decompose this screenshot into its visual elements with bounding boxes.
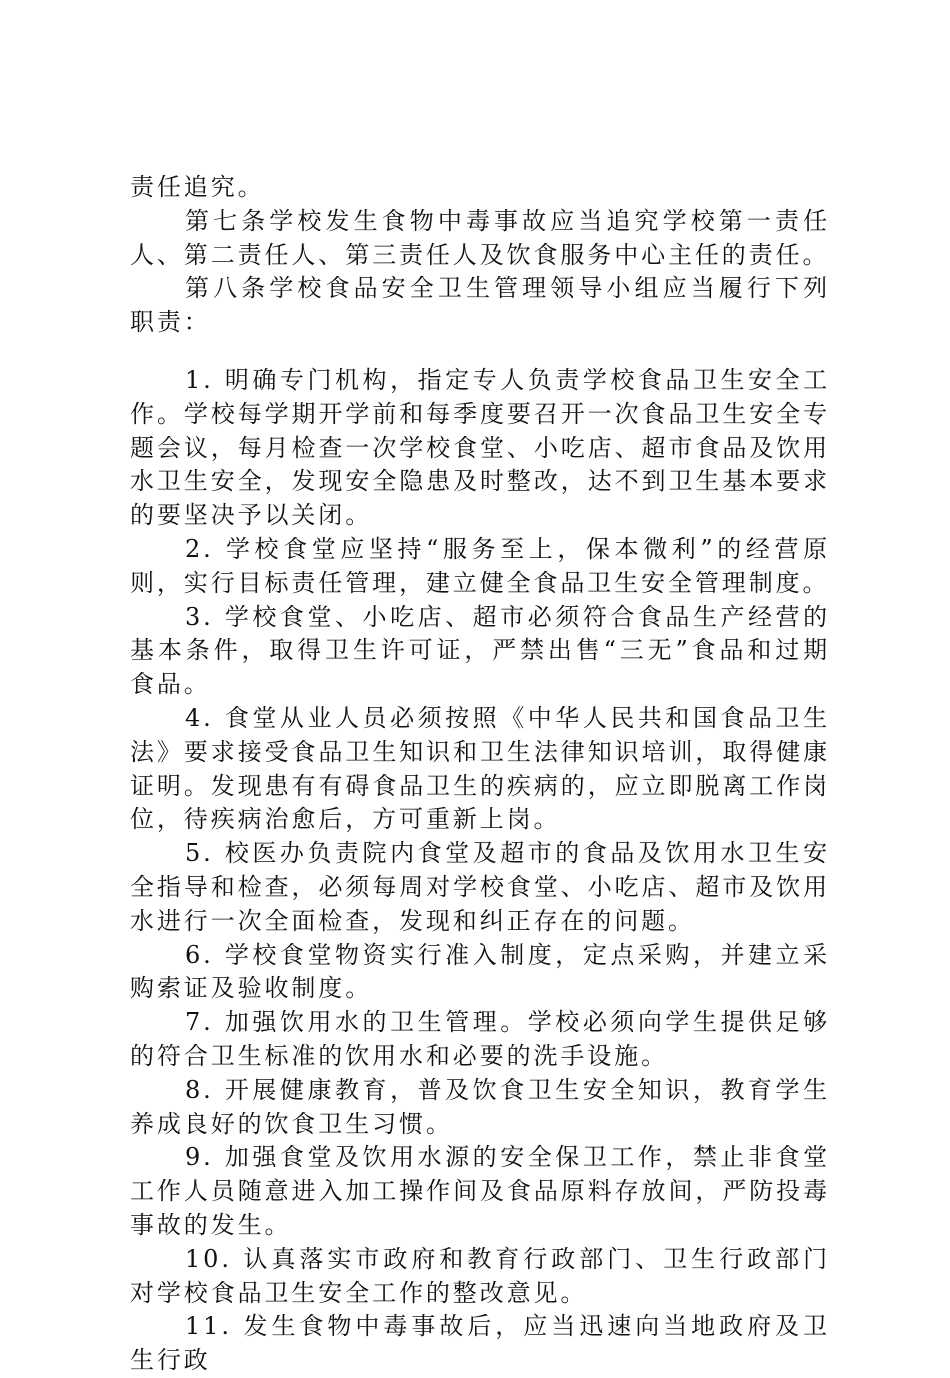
duty-item-3: 3. 学校食堂、小吃店、超市必须符合食品生产经营的基本条件，取得卫生许可证，严禁出售“三无”食品和过期食品。 — [130, 602, 830, 699]
document-body — [130, 171, 830, 1378]
duty-item-10: 10. 认真落实市政府和教育行政部门、卫生行政部门对学校食品卫生安全工作的整改意见。 — [130, 1244, 830, 1307]
article-8: 第八条学校食品安全卫生管理领导小组应当履行下列职责： — [130, 274, 830, 337]
duty-item-11: 11. 发生食物中毒事故后，应当迅速向当地政府及卫生行政 — [130, 1312, 830, 1375]
duty-item-1: 1. 明确专门机构，指定专人负责学校食品卫生安全工作。学校每学期开学前和每季度要召开一次食品卫生安全专题会议，每月检查一次学校食堂、小吃店、超市食品及饮用水卫生安全，发现安全隐患及时整改，达不到卫生基本要求的要坚决予以关闭。 — [130, 365, 830, 530]
duty-item-4: 4. 食堂从业人员必须按照《中华人民共和国食品卫生法》要求接受食品卫生知识和卫生法律知识培训，取得健康证明。发现患有有碍食品卫生的疾病的，应立即脱离工作岗位，待疾病治愈后，方可重新上岗。 — [130, 703, 830, 834]
paragraph-gap — [130, 340, 830, 364]
duty-item-8: 8. 开展健康教育，普及饮食卫生安全知识，教育学生养成良好的饮食卫生习惯。 — [130, 1075, 830, 1138]
duty-item-2: 2. 学校食堂应坚持“服务至上，保本微利”的经营原则，实行目标责任管理，建立健全食品卫生安全管理制度。 — [130, 534, 830, 597]
duty-item-6: 6. 学校食堂物资实行准入制度，定点采购，并建立采购索证及验收制度。 — [130, 940, 830, 1003]
duty-item-9: 9. 加强食堂及饮用水源的安全保卫工作，禁止非食堂工作人员随意进入加工操作间及食品原料存放间，严防投毒事故的发生。 — [130, 1143, 830, 1239]
duty-item-5: 5. 校医办负责院内食堂及超市的食品及饮用水卫生安全指导和检查，必须每周对学校食堂、小吃店、超市及饮用水进行一次全面检查，发现和纠正存在的问题。 — [130, 839, 830, 935]
article-7: 第七条学校发生食物中毒事故应当追究学校第一责任人、第二责任人、第三责任人及饮食服务中心主任的责任。 — [130, 206, 830, 269]
paragraph-continuation: 责任追究。 — [130, 173, 265, 201]
duty-item-7: 7. 加强饮用水的卫生管理。学校必须向学生提供足够的符合卫生标准的饮用水和必要的洗手设施。 — [130, 1008, 830, 1070]
